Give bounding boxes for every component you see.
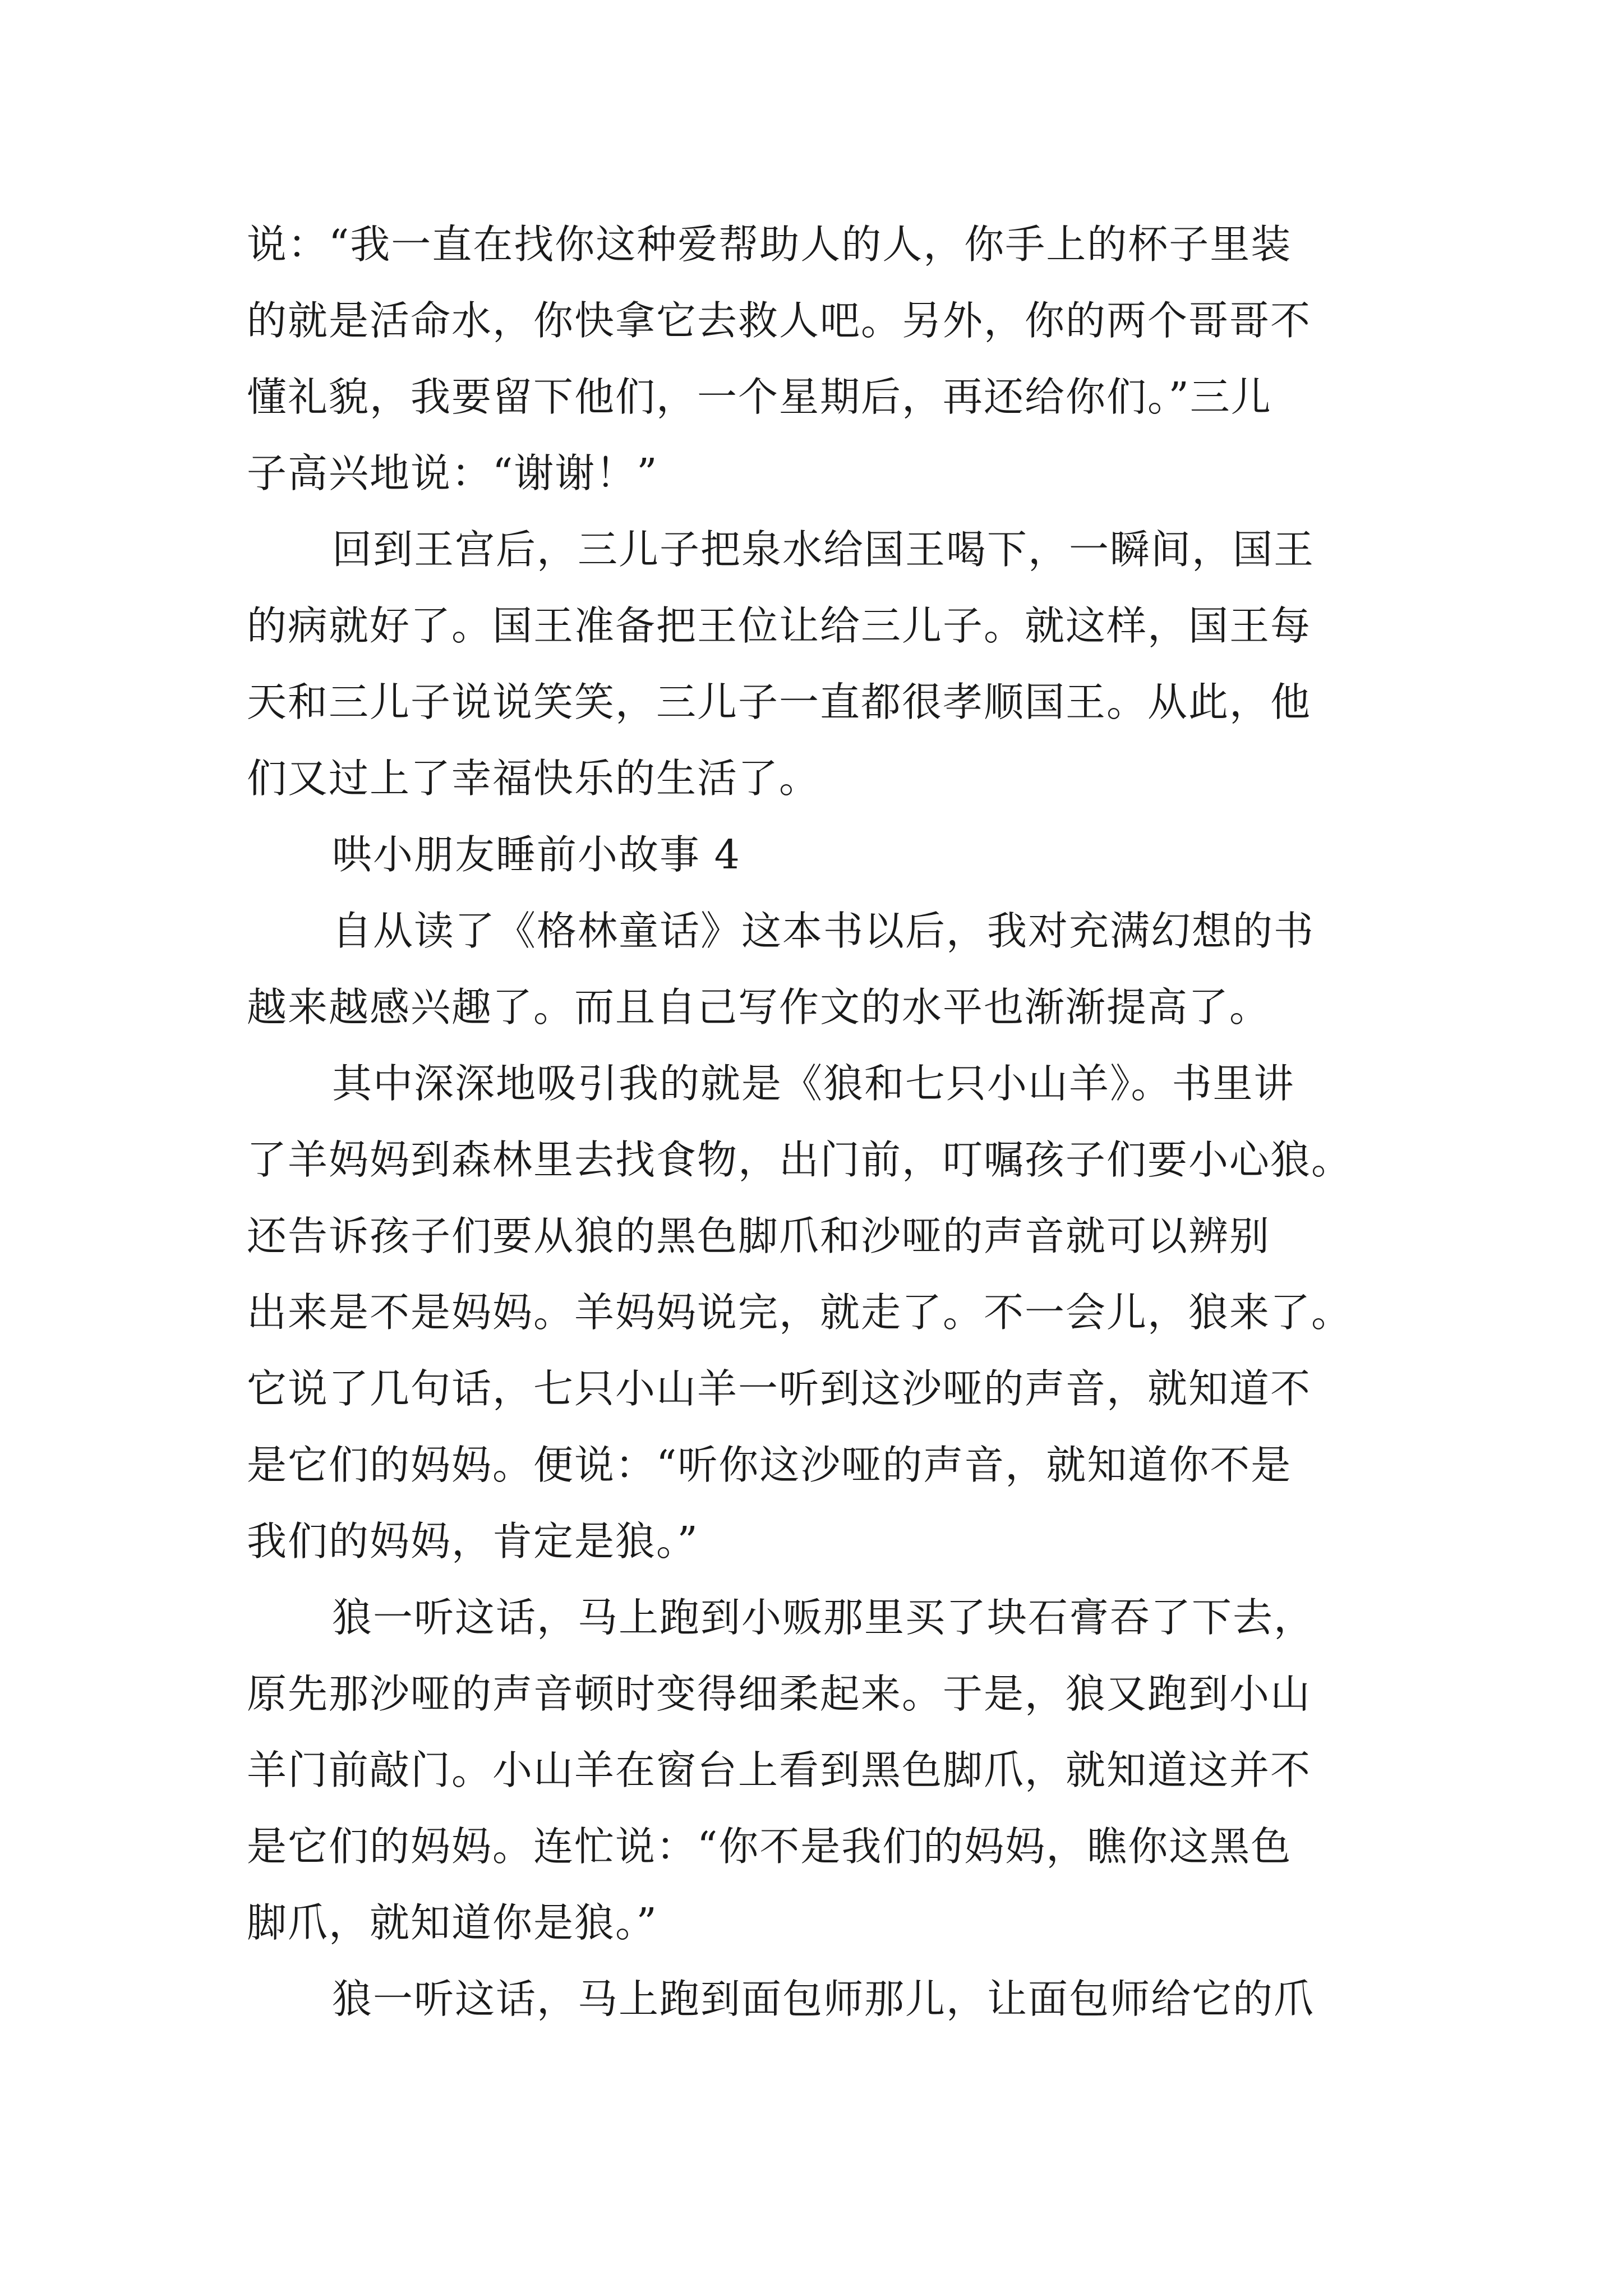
text-line: 懂礼貌，我要留下他们，一个星期后，再还给你们。”三儿 xyxy=(247,374,1272,420)
text-line: 说：“我一直在找你这种爱帮助人的人，你手上的杯子里装 xyxy=(247,221,1292,268)
text-line: 它说了几句话，七只小山羊一听到这沙哑的声音，就知道不 xyxy=(247,1365,1312,1412)
text-line: 们又过上了幸福快乐的生活了。 xyxy=(247,755,820,802)
text-line: 的病就好了。国王准备把王位让给三儿子。就这样，国王每 xyxy=(247,602,1312,649)
text-line: 子高兴地说：“谢谢！” xyxy=(247,450,658,496)
document-body xyxy=(247,206,1385,2037)
text-line: 其中深深地吸引我的就是《狼和七只小山羊》。书里讲 xyxy=(332,1060,1295,1107)
text-line: 原先那沙哑的声音顿时变得细柔起来。于是，狼又跑到小山 xyxy=(247,1671,1312,1717)
text-line: 狼一听这话，马上跑到小贩那里买了块石膏吞了下去， xyxy=(332,1594,1315,1641)
text-line: 天和三儿子说说笑笑，三儿子一直都很孝顺国王。从此，他 xyxy=(247,679,1312,725)
text-line: 我们的妈妈，肯定是狼。” xyxy=(247,1518,699,1565)
text-line: 羊门前敲门。小山羊在窗台上看到黑色脚爪，就知道这并不 xyxy=(247,1747,1312,1793)
text-line: 了羊妈妈到森林里去找食物，出门前，叮嘱孩子们要小心狼。 xyxy=(247,1137,1353,1183)
text-line: 狼一听这话，马上跑到面包师那儿，让面包师给它的爪 xyxy=(332,1976,1315,2022)
text-line: 出来是不是妈妈。羊妈妈说完，就走了。不一会儿，狼来了。 xyxy=(247,1289,1353,1336)
text-line: 哄小朋友睡前小故事 4 xyxy=(332,831,741,878)
text-line: 脚爪，就知道你是狼。” xyxy=(247,1899,658,1946)
text-line: 的就是活命水，你快拿它去救人吧。另外，你的两个哥哥不 xyxy=(247,297,1312,344)
text-line: 是它们的妈妈。便说：“听你这沙哑的声音，就知道你不是 xyxy=(247,1442,1292,1488)
text-line: 越来越感兴趣了。而且自己写作文的水平也渐渐提高了。 xyxy=(247,984,1271,1030)
text-line: 自从读了《格林童话》这本书以后，我对充满幻想的书 xyxy=(332,908,1315,954)
text-line: 还告诉孩子们要从狼的黑色脚爪和沙哑的声音就可以辨别 xyxy=(247,1213,1271,1259)
text-line: 回到王宫后，三儿子把泉水给国王喝下，一瞬间，国王 xyxy=(332,526,1315,573)
text-line: 是它们的妈妈。连忙说：“你不是我们的妈妈，瞧你这黑色 xyxy=(247,1823,1292,1870)
